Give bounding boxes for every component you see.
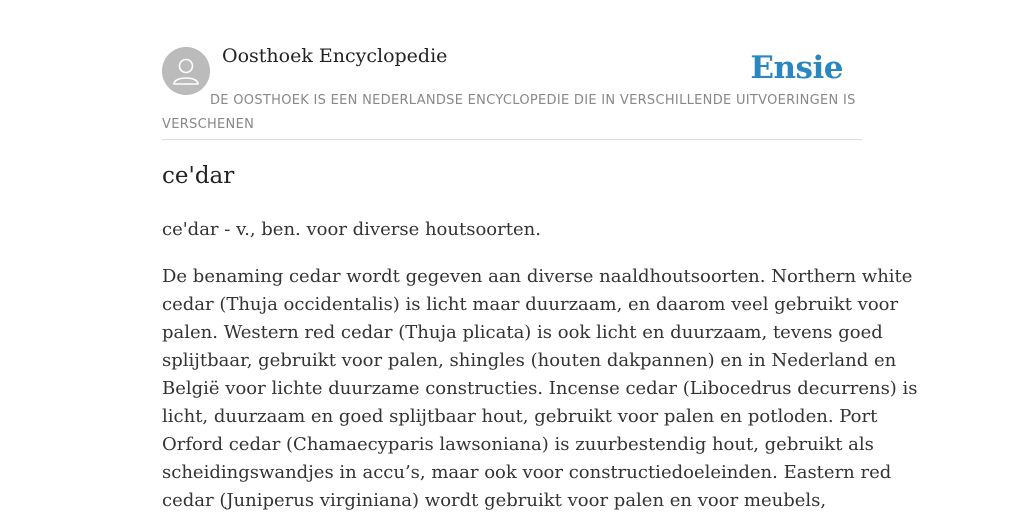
author-avatar[interactable]: [162, 47, 210, 95]
body-line: De benaming cedar wordt gegeven aan diverse naaldhoutsoorten. Northern white: [162, 266, 913, 287]
body-line: cedar (Thuja occidentalis) is licht maar duurzaam, en daarom veel gebruikt voor: [162, 294, 899, 315]
body-line: palen. Western red cedar (Thuja plicata) is ook licht en duurzaam, tevens goed: [162, 322, 883, 343]
author-tagline: DE OOSTHOEK IS EEN NEDERLANDSE ENCYCLOPEDIE DIE IN VERSCHILLENDE UITVOERINGEN IS VERSCHENEN: [162, 93, 856, 132]
body-line: Orford cedar (Chamaecyparis lawsoniana) is zuurbestendig hout, gebruikt als: [162, 434, 874, 455]
article-body: [162, 263, 918, 512]
page-container: [162, 0, 918, 511]
body-line: België voor lichte duurzame constructies. Incense cedar (Libocedrus decurrens) is: [162, 378, 918, 399]
article-title: ce'dar: [162, 163, 235, 189]
ensie-logo[interactable]: Ensie: [750, 50, 843, 86]
body-line: cedar (Juniperus virginiana) wordt gebruikt voor palen en voor meubels,: [162, 490, 827, 511]
author-header: [162, 0, 862, 140]
body-line: scheidingswandjes in accu’s, maar ook voor constructiedoeleinden. Eastern red: [162, 462, 892, 483]
user-icon: [162, 47, 210, 95]
article-definition: ce'dar - v., ben. voor diverse houtsoorten.: [162, 219, 541, 240]
body-line: licht, duurzaam en goed splijtbaar hout, gebruikt voor palen en potloden. Port: [162, 406, 878, 427]
author-name-link[interactable]: Oosthoek Encyclopedie: [222, 45, 448, 67]
body-line: splijtbaar, gebruikt voor palen, shingles (houten dakpannen) en in Nederland en: [162, 350, 897, 371]
